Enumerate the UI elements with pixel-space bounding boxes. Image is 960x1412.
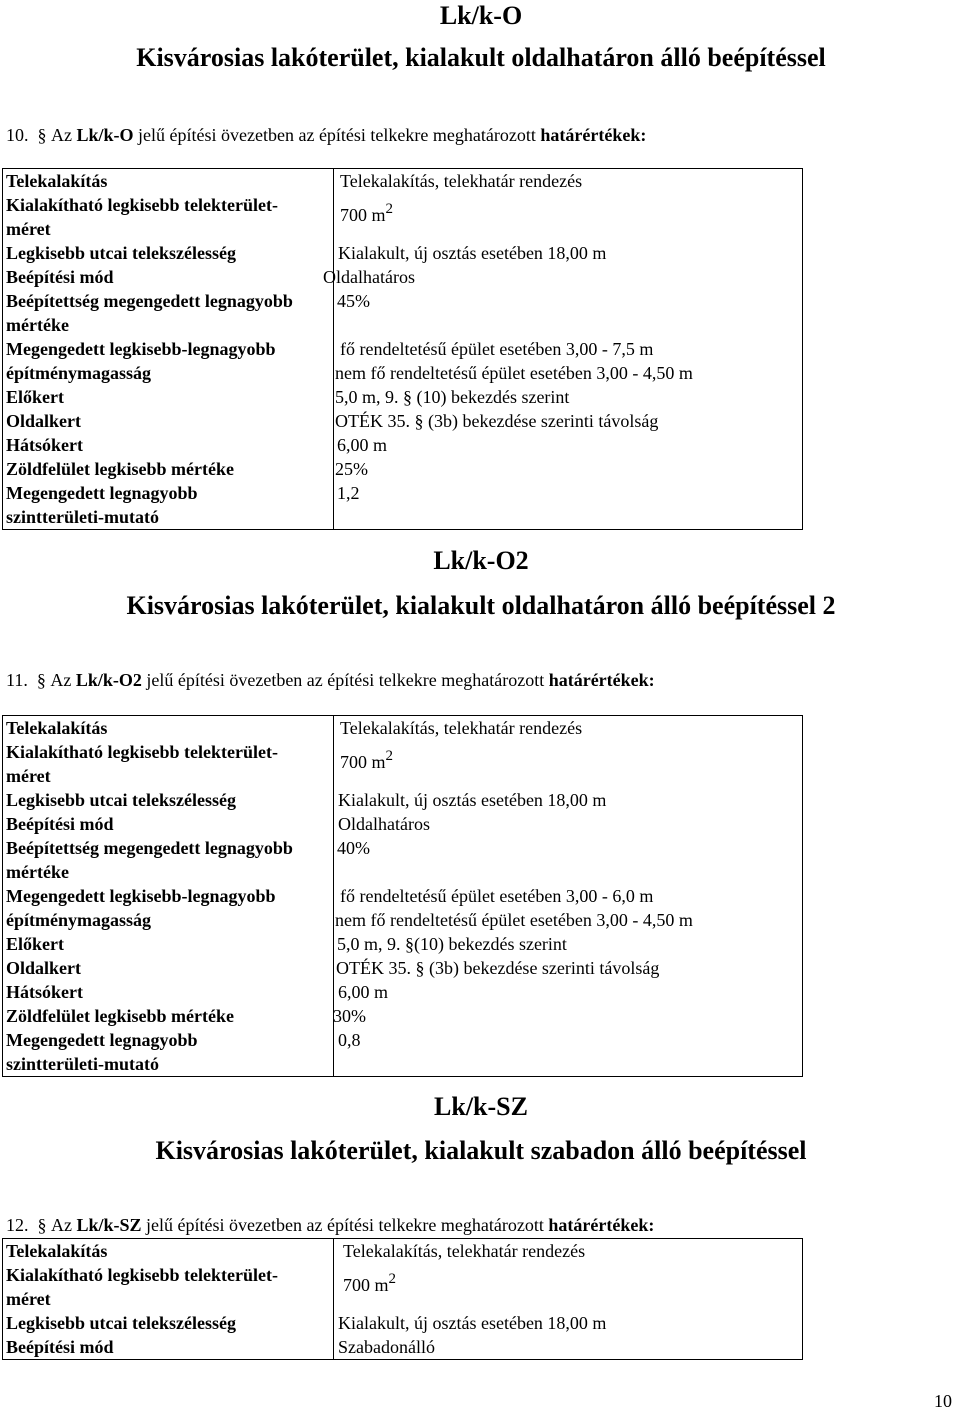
section-name-1: Kisvárosias lakóterület, kialakult oldalhatáron álló beépítéssel <box>136 43 826 72</box>
row-label: Megengedett legkisebb-legnagyobb <box>6 339 276 359</box>
section-code-1: Lk/k-O <box>439 1 523 30</box>
superscript: 2 <box>388 1271 397 1287</box>
superscript: 2 <box>385 748 394 764</box>
row-value: 5,0 m, 9. § (10) bekezdés szerint <box>335 387 570 407</box>
row-label: Kialakítható legkisebb telekterület- <box>6 742 278 762</box>
row-value: 6,00 m <box>338 982 389 1002</box>
row-label: Zöldfelület legkisebb mértéke <box>6 1006 234 1026</box>
row-value: 5,0 m, 9. §(10) bekezdés szerint <box>337 934 567 954</box>
section-code-2: Lk/k-O2 <box>433 546 529 575</box>
row-value: 25% <box>335 459 368 479</box>
row-label: Oldalkert <box>6 411 81 431</box>
row-value: 700 $m^2$ <box>340 201 394 225</box>
section-code-3: Lk/k-SZ <box>434 1092 528 1121</box>
row-label: mértéke <box>6 315 69 335</box>
row-value: 0,8 <box>338 1030 361 1050</box>
row-label: Legkisebb utcai telekszélesség <box>6 243 236 263</box>
superscript: 2 <box>385 201 394 217</box>
row-value: 6,00 m <box>337 435 388 455</box>
row-label: építménymagasság <box>6 910 151 930</box>
section-intro-2: 11. § Az Lk/k-O2 jelű építési övezetben az építési telkekre meghatározott határértékek: <box>6 670 655 690</box>
row-label: Zöldfelület legkisebb mértéke <box>6 459 234 479</box>
section-name-2: Kisvárosias lakóterület, kialakult oldalhatáron álló beépítéssel 2 <box>126 591 836 620</box>
row-value: Kialakult, új osztás esetében 18,00 m <box>338 1313 607 1333</box>
row-value: Oldalhatáros <box>323 267 415 287</box>
row-value: Oldalhatáros <box>338 814 430 834</box>
section-name-3: Kisvárosias lakóterület, kialakult szabadon álló beépítéssel <box>155 1136 807 1165</box>
row-value: Kialakult, új osztás esetében 18,00 m <box>338 243 607 263</box>
row-label: Beépítési mód <box>6 267 114 287</box>
row-label: Legkisebb utcai telekszélesség <box>6 1313 236 1333</box>
row-label: Telekalakítás <box>6 1241 108 1261</box>
row-label: Kialakítható legkisebb telekterület- <box>6 1265 278 1285</box>
row-value: Telekalakítás, telekhatár rendezés <box>340 171 583 191</box>
row-value: 700 $m^2$ <box>343 1271 397 1295</box>
row-value: fő rendeltetésű épület esetében 3,00 - 6,0 m <box>340 886 654 906</box>
row-label: Hátsókert <box>6 435 83 455</box>
row-label: Beépítési mód <box>6 814 114 834</box>
page-number: 10 <box>934 1391 952 1411</box>
row-value: Kialakult, új osztás esetében 18,00 m <box>338 790 607 810</box>
section-intro-3: 12. § Az Lk/k-SZ jelű építési övezetben az építési telkekre meghatározott határértékek: <box>6 1215 655 1235</box>
row-value: nem fő rendeltetésű épület esetében 3,00 - 4,50 m <box>335 910 693 930</box>
row-value: OTÉK 35. § (3b) bekezdése szerinti távolság <box>336 958 660 978</box>
row-label: Megengedett legkisebb-legnagyobb <box>6 886 276 906</box>
row-label: Telekalakítás <box>6 718 108 738</box>
row-value: 45% <box>337 291 370 311</box>
row-value: Telekalakítás, telekhatár rendezés <box>343 1241 586 1261</box>
row-value: nem fő rendeltetésű épület esetében 3,00 - 4,50 m <box>335 363 693 383</box>
row-label: Hátsókert <box>6 982 83 1002</box>
row-label: Előkert <box>6 387 64 407</box>
row-value: 30% <box>333 1006 366 1026</box>
row-label: Megengedett legnagyobb <box>6 483 198 503</box>
row-value: Telekalakítás, telekhatár rendezés <box>340 718 583 738</box>
row-label: építménymagasság <box>6 363 151 383</box>
section-intro-1: 10. § Az Lk/k-O jelű építési övezetben az építési telkekre meghatározott határértékek: <box>6 125 647 145</box>
row-label: méret <box>6 219 51 239</box>
row-label: Megengedett legnagyobb <box>6 1030 198 1050</box>
row-label: Kialakítható legkisebb telekterület- <box>6 195 278 215</box>
row-value: Szabadonálló <box>338 1337 435 1357</box>
row-value: fő rendeltetésű épület esetében 3,00 - 7,5 m <box>340 339 654 359</box>
row-label: szintterületi-mutató <box>6 1054 159 1074</box>
row-label: Telekalakítás <box>6 171 108 191</box>
row-label: Beépítettség megengedett legnagyobb <box>6 291 293 311</box>
row-value: OTÉK 35. § (3b) bekezdése szerinti távolság <box>335 411 659 431</box>
row-label: méret <box>6 766 51 786</box>
row-label: Oldalkert <box>6 958 81 978</box>
row-label: Beépítési mód <box>6 1337 114 1357</box>
row-value: 1,2 <box>337 483 360 503</box>
row-label: Beépítettség megengedett legnagyobb <box>6 838 293 858</box>
row-label: mértéke <box>6 862 69 882</box>
row-label: szintterületi-mutató <box>6 507 159 527</box>
row-value: 40% <box>337 838 370 858</box>
row-label: Előkert <box>6 934 64 954</box>
row-value: 700 $m^2$ <box>340 748 394 772</box>
row-label: méret <box>6 1289 51 1309</box>
row-label: Legkisebb utcai telekszélesség <box>6 790 236 810</box>
